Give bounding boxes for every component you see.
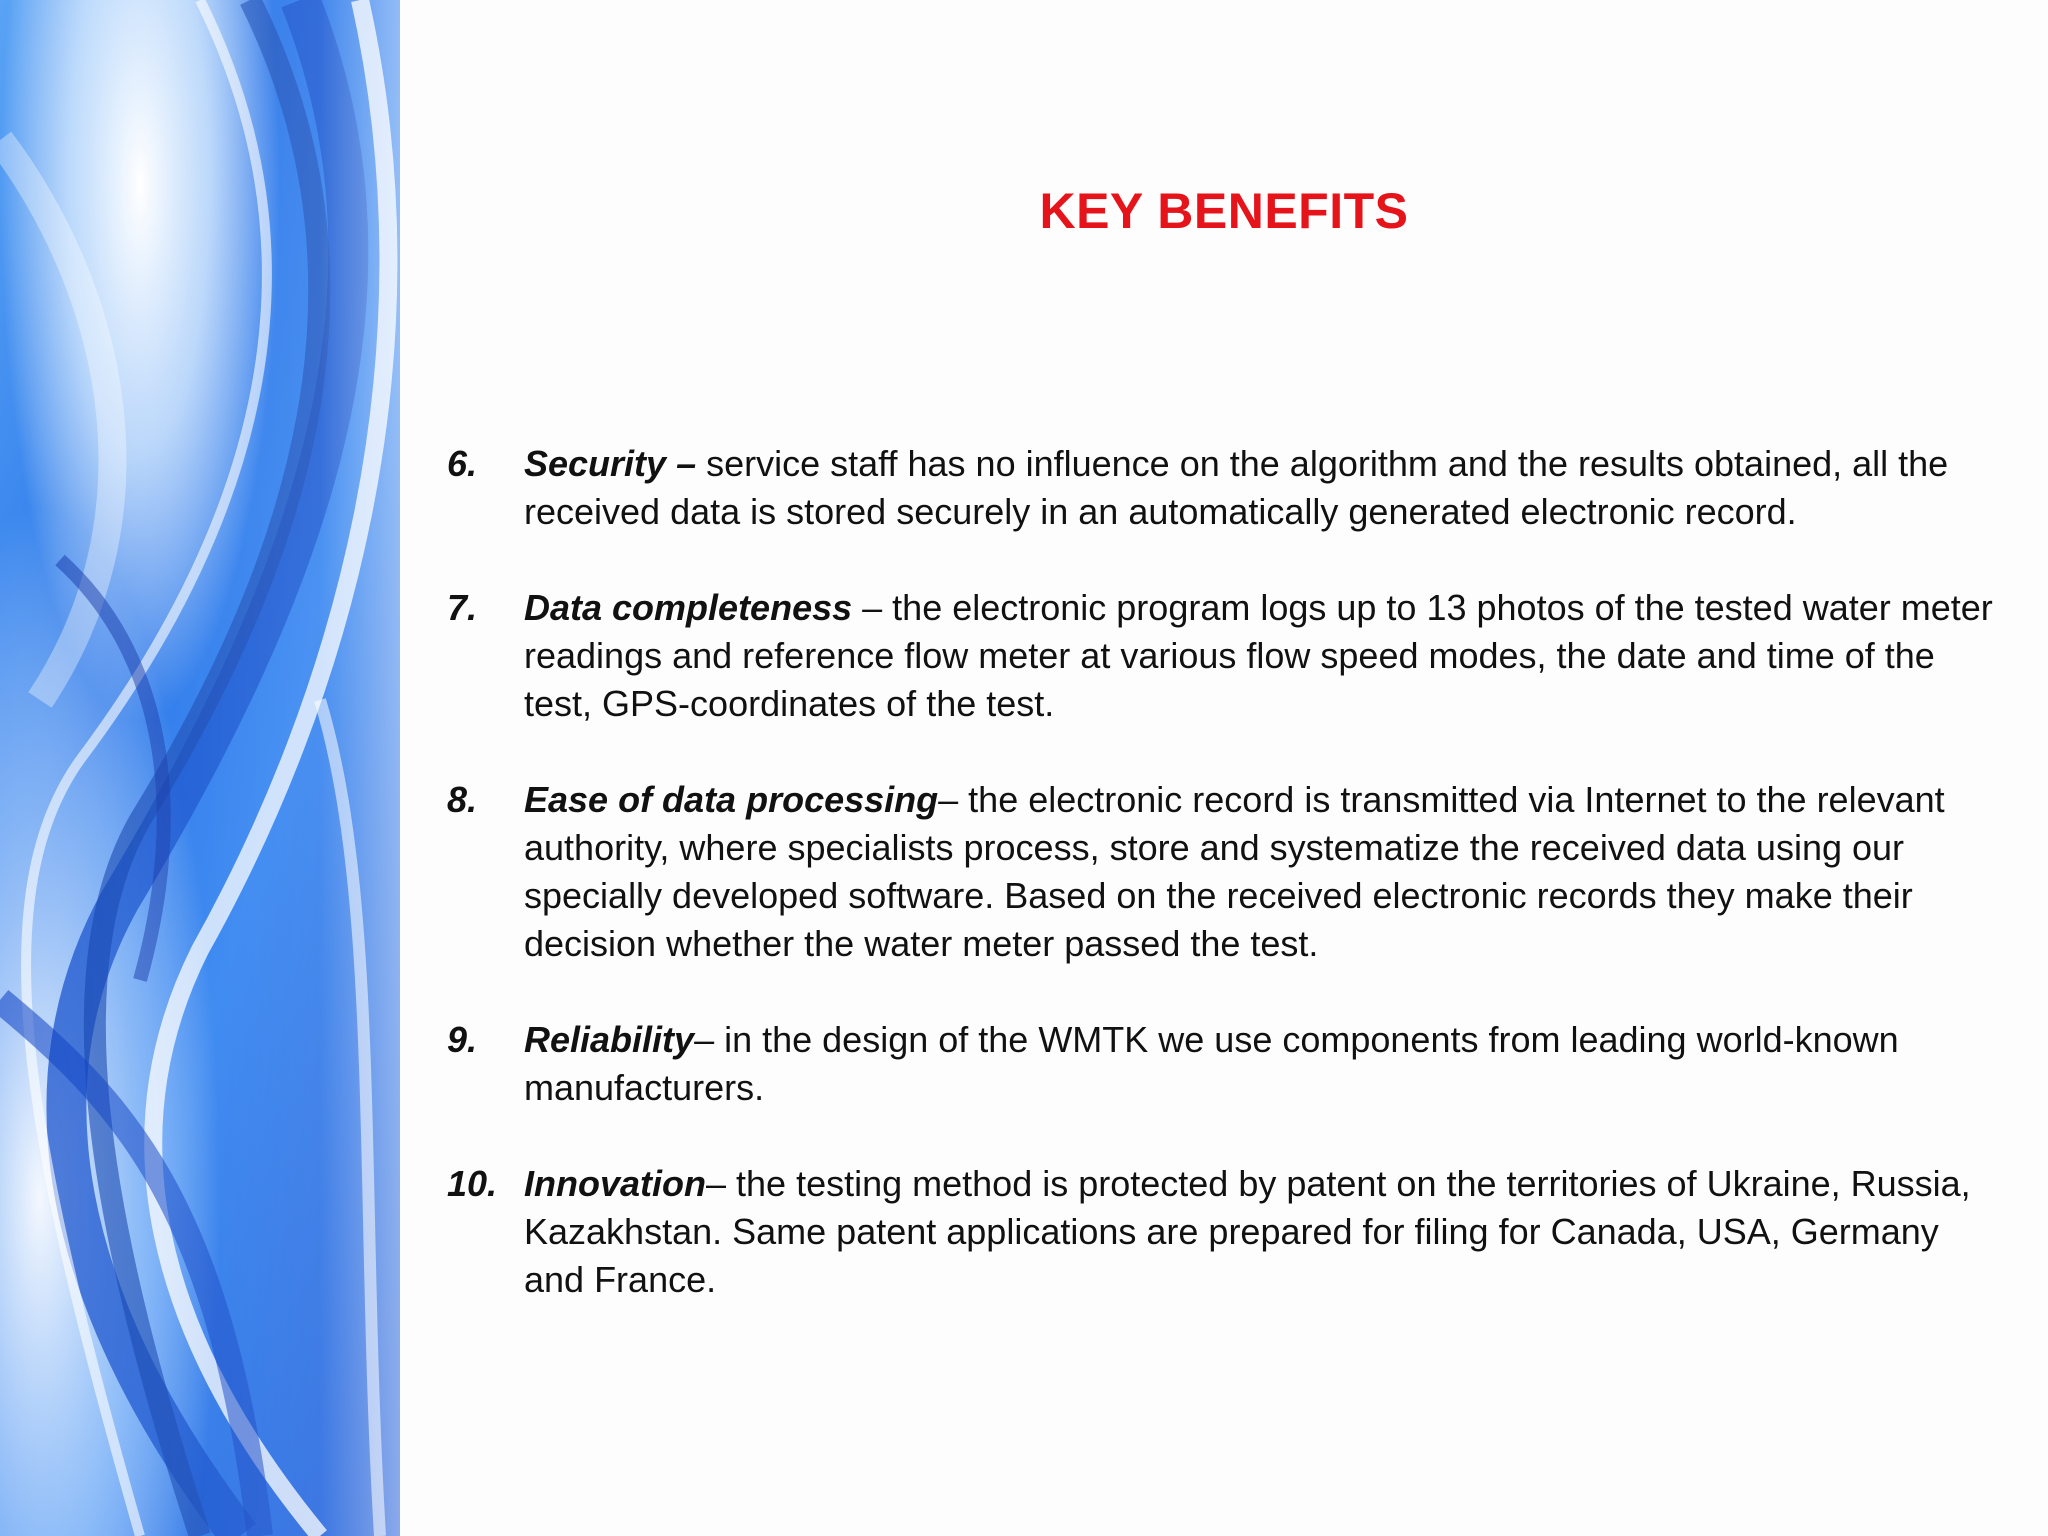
- benefit-description: – the electronic program logs up to 13 photos of the tested water meter readings and reference flow meter at various flow speed modes, the date and time of the test, GPS-coordinates of the test.: [524, 587, 1993, 724]
- blue-swirl-graphic: [0, 0, 400, 1536]
- benefit-item-innovation: [447, 1160, 2007, 1304]
- benefit-term: Innovation: [524, 1163, 706, 1204]
- decorative-blue-swirl-panel: [0, 0, 400, 1536]
- benefit-item-security: [447, 440, 2007, 536]
- benefit-number: 8.: [447, 779, 478, 820]
- benefit-description: service staff has no influence on the algorithm and the results obtained, all the received data is stored securely in an automatically generated electronic record.: [524, 443, 1949, 532]
- benefit-number: 10.: [447, 1163, 498, 1204]
- benefit-term: Security –: [524, 443, 697, 484]
- benefits-list: [447, 440, 2007, 1352]
- benefit-description: – the electronic record is transmitted via Internet to the relevant authority, where specialists process, store and systematize the received data using our specially developed software. Based on the received electronic records they make their decision whether the water meter passed the test.: [524, 779, 1945, 964]
- benefit-description: – the testing method is protected by patent on the territories of Ukraine, Russia, Kazakhstan. Same patent applications are prepared for filing for Canada, USA, Germany and France.: [524, 1163, 1971, 1300]
- benefit-item-ease-of-data-processing: [447, 776, 2007, 968]
- benefit-description: – in the design of the WMTK we use components from leading world-known manufacturers.: [524, 1019, 1899, 1108]
- benefit-item-data-completeness: [447, 584, 2007, 728]
- benefit-term: Ease of data processing: [524, 779, 939, 820]
- slide-title: KEY BENEFITS: [1039, 183, 1409, 239]
- benefit-number: 6.: [447, 443, 478, 484]
- benefit-term: Reliability: [524, 1019, 695, 1060]
- benefit-item-reliability: [447, 1016, 2007, 1112]
- benefit-term: Data completeness: [524, 587, 853, 628]
- benefit-number: 9.: [447, 1019, 478, 1060]
- benefit-number: 7.: [447, 587, 478, 628]
